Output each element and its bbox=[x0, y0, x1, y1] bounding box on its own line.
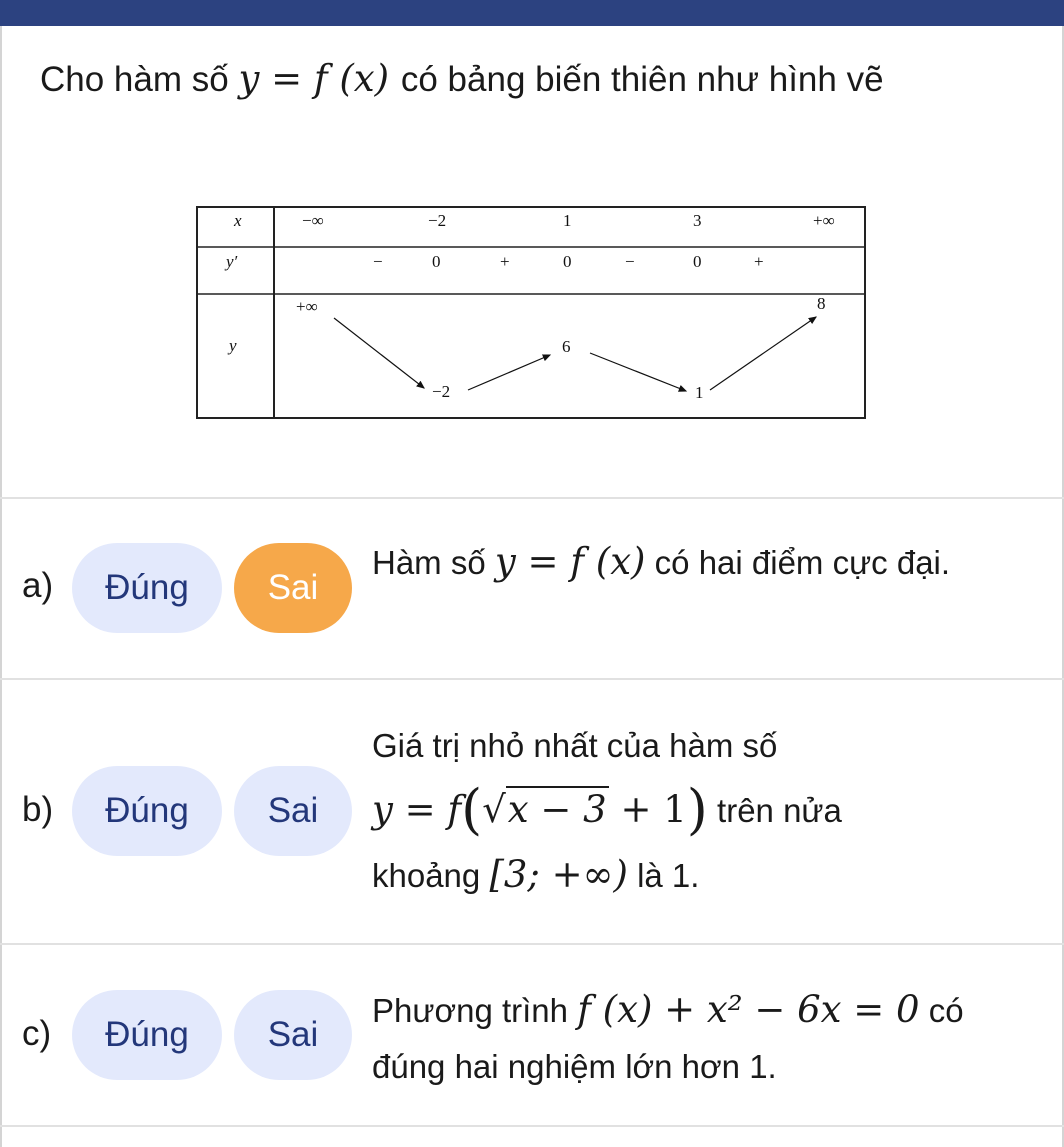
decreasing-arrow bbox=[334, 318, 424, 388]
table-x-label: x bbox=[234, 211, 242, 230]
false-button[interactable]: Sai bbox=[234, 766, 352, 856]
question-suffix: có bảng biến thiên như hình vẽ bbox=[400, 60, 884, 99]
derivative-sign: + bbox=[500, 252, 510, 271]
x-value: +∞ bbox=[813, 211, 835, 230]
true-button[interactable]: Đúng bbox=[72, 543, 222, 633]
decreasing-arrow bbox=[590, 353, 686, 391]
statement-letter: b) bbox=[22, 790, 54, 829]
y-value: 1 bbox=[695, 383, 704, 402]
divider bbox=[0, 678, 1064, 680]
x-value: −∞ bbox=[302, 211, 324, 230]
derivative-sign: + bbox=[754, 252, 764, 271]
false-button-selected[interactable]: Sai bbox=[234, 543, 352, 633]
y-value: −2 bbox=[432, 382, 451, 401]
y-value: 6 bbox=[562, 337, 571, 356]
derivative-sign: − bbox=[625, 252, 635, 271]
y-value: 8 bbox=[817, 294, 826, 313]
statement-line: y = f(√x − 3 + 1) trên nửa bbox=[372, 778, 842, 841]
question-prefix: Cho hàm số bbox=[40, 60, 229, 99]
increasing-arrow bbox=[710, 317, 816, 390]
statement-math: f (x) + x² − 6x = 0 bbox=[577, 988, 920, 1031]
divider bbox=[0, 497, 1064, 499]
interval-math: [3; +∞) bbox=[489, 853, 628, 896]
statement-letter: c) bbox=[22, 1014, 52, 1053]
divider bbox=[0, 1125, 1064, 1127]
variation-table-svg bbox=[196, 206, 866, 420]
derivative-zero: 0 bbox=[693, 252, 702, 271]
statement-line: khoảng [3; +∞) là 1. bbox=[372, 853, 700, 896]
statement-math: y = f (x) bbox=[494, 540, 646, 583]
y-value: +∞ bbox=[296, 297, 318, 316]
question-text bbox=[40, 52, 1030, 107]
divider bbox=[0, 943, 1064, 945]
x-value: 1 bbox=[563, 211, 572, 230]
variation-table bbox=[196, 206, 866, 420]
derivative-sign: − bbox=[373, 252, 383, 271]
x-value: −2 bbox=[428, 211, 447, 230]
derivative-zero: 0 bbox=[432, 252, 441, 271]
true-button[interactable]: Đúng bbox=[72, 766, 222, 856]
increasing-arrow bbox=[468, 355, 550, 390]
left-frame-border bbox=[0, 26, 2, 1147]
question-math: y = f (x) bbox=[238, 57, 401, 100]
top-header-bar bbox=[0, 0, 1064, 26]
true-button[interactable]: Đúng bbox=[72, 990, 222, 1080]
statement-math: y = f(√x − 3 + 1) bbox=[372, 778, 708, 841]
table-y-label: y bbox=[229, 336, 237, 355]
statement-line: Giá trị nhỏ nhất của hàm số bbox=[372, 727, 778, 764]
statement-text: Phương trình f (x) + x² − 6x = 0 có đúng hai nghiệm lớn hơn 1. bbox=[372, 988, 964, 1085]
derivative-zero: 0 bbox=[563, 252, 572, 271]
false-button[interactable]: Sai bbox=[234, 990, 352, 1080]
table-yprime-label: y′ bbox=[226, 252, 238, 271]
statement-text bbox=[372, 714, 1032, 908]
statement-text: Hàm số y = f (x) có hai điểm cực đại. bbox=[372, 540, 951, 583]
statement-letter: a) bbox=[22, 566, 54, 605]
x-value: 3 bbox=[693, 211, 702, 230]
